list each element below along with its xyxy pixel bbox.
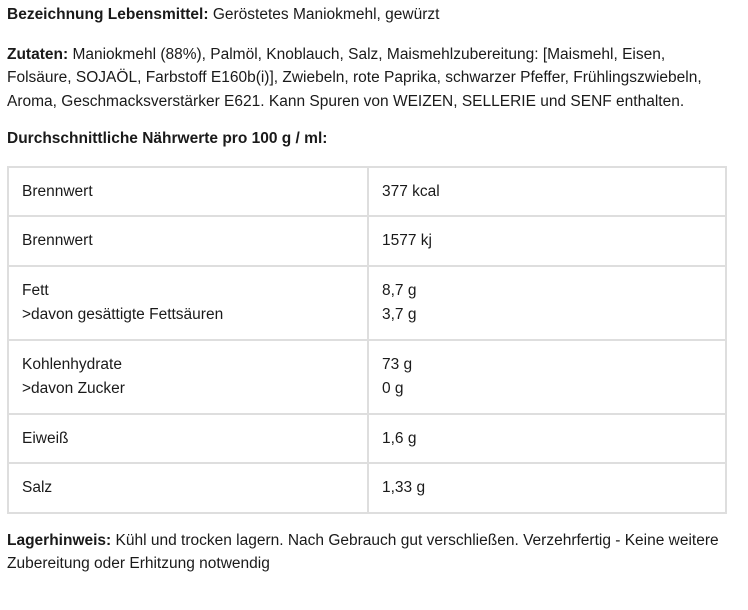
ingredients-label: Zutaten: [7,45,69,63]
table-row [8,414,726,464]
nutrient-label: Eiweiß [8,414,368,464]
nutrient-label: Fett >davon gesättigte Fettsäuren [8,266,368,340]
table-row [8,216,726,266]
nutrient-value: 1,6 g [368,414,726,464]
nutrient-value: 73 g 0 g [368,340,726,414]
table-row [8,463,726,513]
nutrient-value: 377 kcal [368,167,726,217]
nutrient-value: 1,33 g [368,463,726,513]
ingredients-paragraph [7,43,732,114]
product-name-value: Geröstetes Maniokmehl, gewürzt [212,6,440,23]
nutrient-label: Brennwert [8,167,368,217]
nutrient-label: Brennwert [8,216,368,266]
table-row [8,266,726,340]
nutrient-label: Salz [8,463,368,513]
ingredients-value: Maniokmehl (88%), Palmöl, Knoblauch, Salz, Maismehlzubereitung: [Maismehl, Eisen, Folsäure, SOJAÖL, Farbstoff E160b(i)], Zwiebeln, rote Paprika, schwarzer Pfeffer, Frühlingszwiebeln, Aroma, Geschmacksverstärker E621. Kann Spuren von WEIZEN, SELLERIE und SENF enthalten. [7,45,702,110]
nutrient-sub-label: >davon gesättigte Fettsäuren [22,306,224,323]
storage-value: Kühl und trocken lagern. Nach Gebrauch gut verschließen. Verzehrfertig - Keine weitere Zubereitung oder Erhitzung notwendig [7,531,719,572]
nutrition-heading: Durchschnittliche Nährwerte pro 100 g / ml: [7,130,328,147]
nutrient-sub-label: >davon Zucker [22,380,125,397]
product-name-line [7,3,732,27]
storage-paragraph [7,529,732,576]
nutrient-value: 1577 kj [368,216,726,266]
nutrient-value: 8,7 g 3,7 g [368,266,726,340]
storage-label: Lagerhinweis: [7,531,112,549]
nutrition-table [7,166,727,514]
product-name-label: Bezeichnung Lebensmittel: [7,6,209,23]
nutrient-label: Kohlenhydrate >davon Zucker [8,340,368,414]
nutrient-sub-value: 0 g [382,380,404,397]
nutrient-sub-value: 3,7 g [382,306,417,323]
table-row [8,340,726,414]
table-row [8,167,726,217]
